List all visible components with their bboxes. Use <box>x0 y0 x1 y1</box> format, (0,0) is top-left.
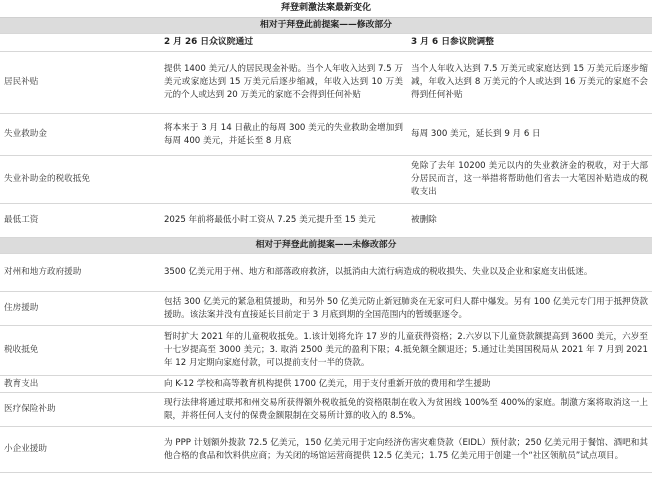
table-row <box>0 393 652 427</box>
title-row <box>0 0 652 18</box>
row-label: 失业补助金的税收抵免 <box>0 156 160 204</box>
table-row <box>0 254 652 292</box>
row-text: 暂时扩大 2021 年的儿童税收抵免。1.该计划将允许 17 岁的儿童获得资格；2.六岁以下儿童贷款额提高到 3600 美元，六岁至十七岁提高至 3000 美元；3. 取消 2500 美元的盈利下限；4.抵免额全额退还；5.通过让美国国税局从 2021 年 7 月到 2021 年 12 月定期向家庭付款，可以提前支付一半的贷款。 <box>160 326 652 376</box>
table-row <box>0 204 652 238</box>
senate-cell: 当个人年收入达到 7.5 万美元或家庭达到 15 万美元后逐步缩减，年收入达到 8 万美元的个人或达到 16 万美元的家庭不会得到任何补贴 <box>407 52 652 114</box>
row-text: 包括 300 亿美元的紧急租赁援助，和另外 50 亿美元防止新冠肺炎在无家可归人群中爆发。另有 100 亿美元专门用于抵押贷款援助。该法案并没有直接延长目前定于 3 月底到期的全国范围内的暂缓驱逐令。 <box>160 292 652 326</box>
row-label: 失业救助金 <box>0 114 160 156</box>
table-title: 拜登刺激法案最新变化 <box>0 0 652 18</box>
house-cell: 2025 年前将最低小时工资从 7.25 美元提升至 15 美元 <box>160 204 407 238</box>
row-label: 住房援助 <box>0 292 160 326</box>
row-label: 小企业援助 <box>0 427 160 473</box>
row-label: 居民补贴 <box>0 52 160 114</box>
row-label: 最低工资 <box>0 204 160 238</box>
table-row <box>0 114 652 156</box>
column-header-row <box>0 34 652 52</box>
column-header-empty <box>0 34 160 52</box>
row-label: 医疗保险补助 <box>0 393 160 427</box>
column-header-senate: 3 月 6 日参议院调整 <box>407 34 652 52</box>
table-row <box>0 292 652 326</box>
column-header-house: 2 月 26 日众议院通过 <box>160 34 407 52</box>
section-heading: 相对于拜登此前提案——修改部分 <box>0 18 652 34</box>
table-row <box>0 427 652 473</box>
table-row <box>0 156 652 204</box>
row-text: 向 K-12 学校和高等教育机构提供 1700 亿美元，用于支付重新开放的费用和学生援助 <box>160 376 652 393</box>
senate-cell: 每周 300 美元，延长到 9 月 6 日 <box>407 114 652 156</box>
row-label: 教育支出 <box>0 376 160 393</box>
table-row <box>0 376 652 393</box>
house-cell: 提供 1400 美元/人的居民现金补贴。当个人年收入达到 7.5 万美元或家庭达到 15 万美元后逐步缩减，年收入达到 10 万美元的个人或达到 20 万美元的家庭不会得到任何补贴 <box>160 52 407 114</box>
senate-cell: 免除了去年 10200 美元以内的失业救济金的税收，对于大部分居民而言，这一举措将帮助他们省去一大笔因补贴造成的税收支出 <box>407 156 652 204</box>
section-header-modified <box>0 18 652 34</box>
section-header-unmodified <box>0 238 652 254</box>
house-cell <box>160 156 407 204</box>
row-label: 税收抵免 <box>0 326 160 376</box>
row-text: 为 PPP 计划额外拨款 72.5 亿美元，150 亿美元用于定向经济伤害灾难贷款（EIDL）预付款；250 亿美元用于餐馆、酒吧和其他合格的食品和饮料供应商；为关闭的场馆运营商提供 12.5 亿美元；1.75 亿美元用于创建一个“社区领航员”试点项目。 <box>160 427 652 473</box>
house-cell: 将本来于 3 月 14 日截止的每周 300 美元的失业救助金增加到每周 400 美元，并延长至 8 月底 <box>160 114 407 156</box>
table-row <box>0 326 652 376</box>
row-text: 3500 亿美元用于州、地方和部落政府救济，以抵消由大流行病造成的税收损失、失业以及企业和家庭支出低迷。 <box>160 254 652 292</box>
table-row <box>0 52 652 114</box>
row-label: 对州和地方政府援助 <box>0 254 160 292</box>
senate-cell: 被删除 <box>407 204 652 238</box>
section-heading: 相对于拜登此前提案——未修改部分 <box>0 238 652 254</box>
row-text: 现行法律将通过联邦和州交易所获得额外税收抵免的资格限制在收入为贫困线 100%至 400%的家庭。制激方案将取消这一上限，并将任何人支付的保费金额限制在交易所计算的收入的 8.5%。 <box>160 393 652 427</box>
